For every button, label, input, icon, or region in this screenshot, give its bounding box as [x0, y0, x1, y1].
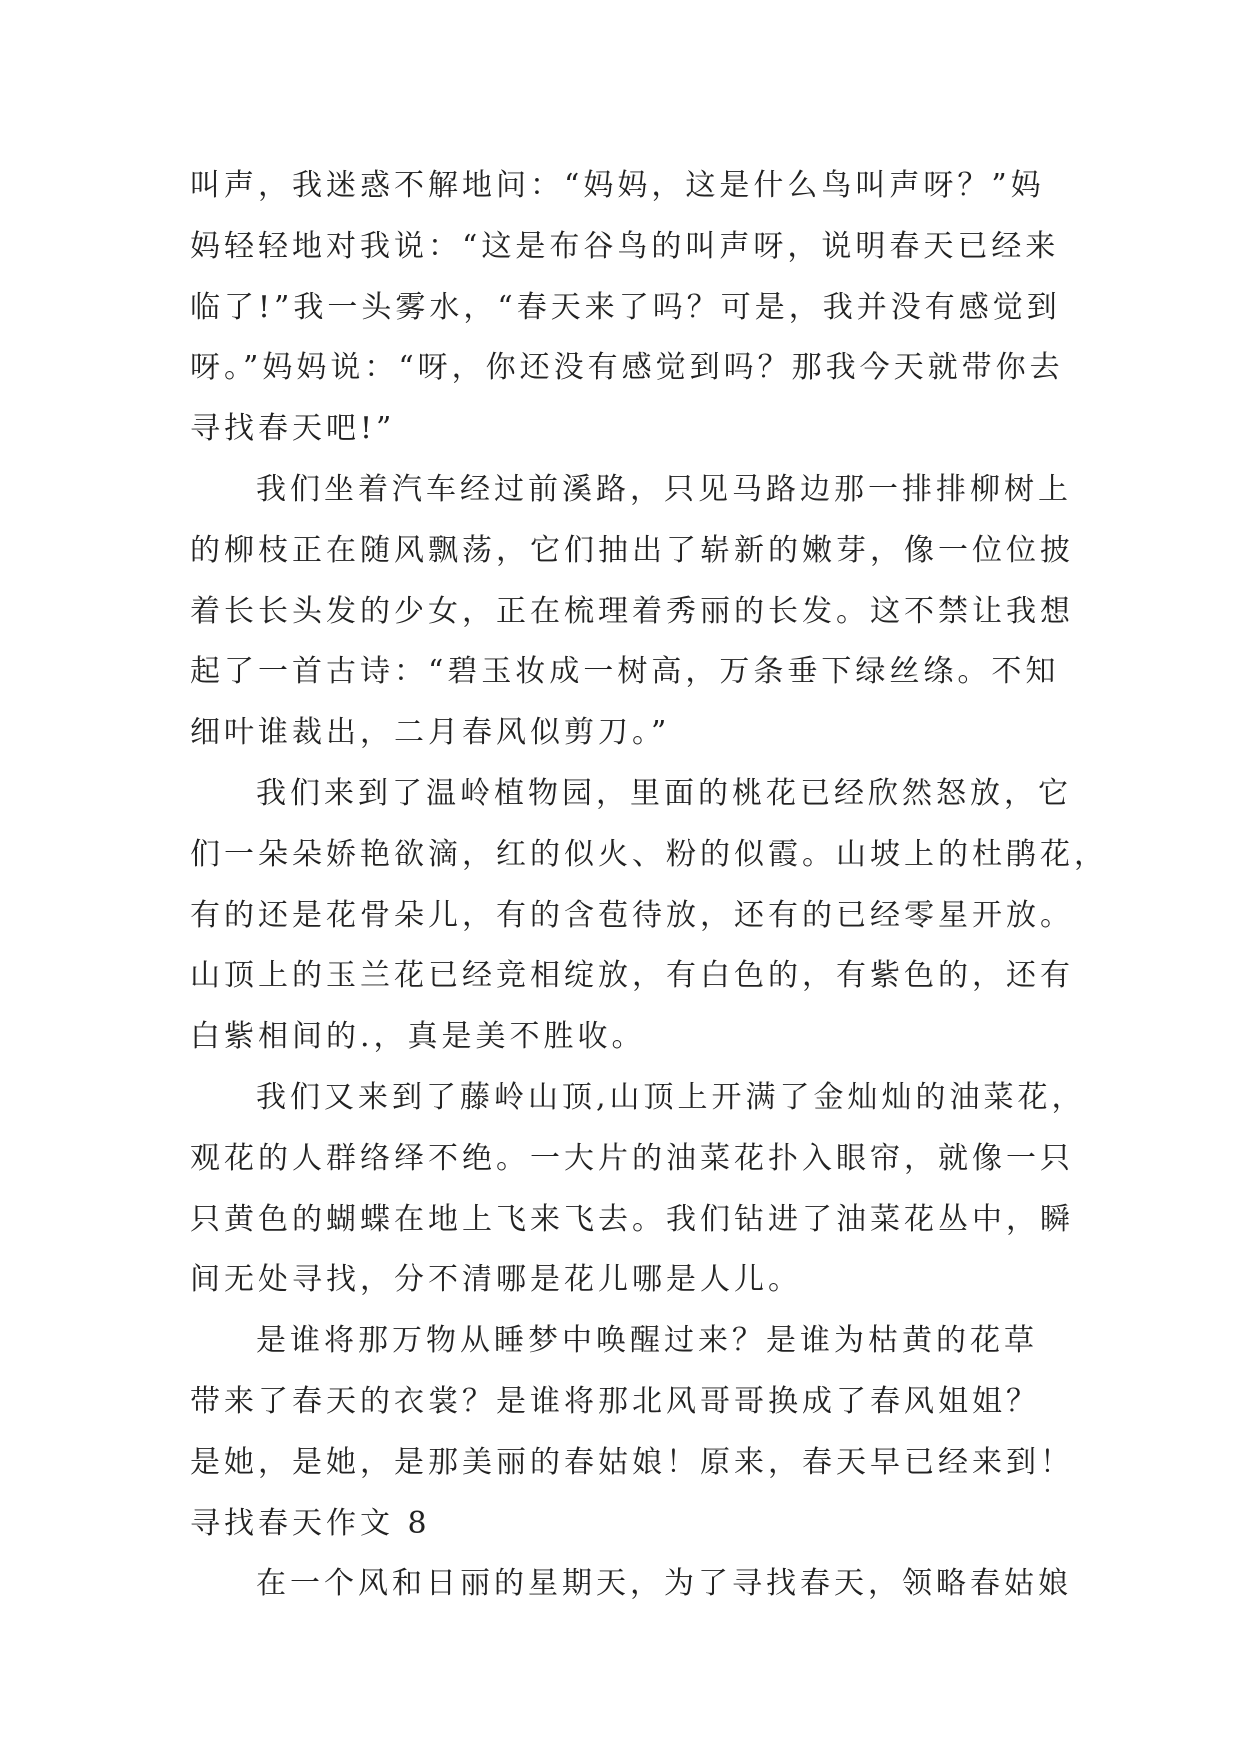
text-line: 观花的人群络绎不绝。一大片的油菜花扑入眼帘，就像一只 [190, 1140, 1074, 1176]
paragraph-first-line: 是谁将那万物从睡梦中唤醒过来？是谁为枯黄的花草 [256, 1323, 1038, 1359]
text-line: 有的还是花骨朵儿，有的含苞待放，还有的已经零星开放。 [190, 897, 1074, 933]
text-line: 们一朵朵娇艳欲滴，红的似火、粉的似霞。山坡上的杜鹃花， [190, 836, 1108, 872]
paragraph-first-line: 在一个风和日丽的星期天，为了寻找春天，领略春姑娘 [256, 1566, 1072, 1602]
section-heading: 寻找春天作文 8 [190, 1505, 431, 1541]
text-line: 只黄色的蝴蝶在地上飞来飞去。我们钻进了油菜花丛中，瞬 [190, 1201, 1074, 1237]
text-line: 细叶谁裁出，二月春风似剪刀。” [190, 715, 671, 751]
text-line: 的柳枝正在随风飘荡，它们抽出了崭新的嫩芽，像一位位披 [190, 532, 1074, 568]
paragraph-first-line: 我们来到了温岭植物园，里面的桃花已经欣然怒放，它 [256, 775, 1072, 811]
text-line: 山顶上的玉兰花已经竞相绽放，有白色的，有紫色的，还有 [190, 958, 1074, 994]
text-line: 带来了春天的衣裳？是谁将那北风哥哥换成了春风姐姐？ [190, 1383, 1040, 1419]
text-line: 白紫相间的.，真是美不胜收。 [190, 1019, 646, 1055]
text-line: 妈轻轻地对我说：“这是布谷鸟的叫声呀，说明春天已经来 [190, 228, 1060, 264]
text-line: 间无处寻找，分不清哪是花儿哪是人儿。 [190, 1262, 802, 1298]
body-text [190, 156, 1108, 1615]
text-line: 着长长头发的少女，正在梳理着秀丽的长发。这不禁让我想 [190, 593, 1074, 629]
paragraph-first-line: 我们又来到了藤岭山顶,山顶上开满了金灿灿的油菜花， [256, 1079, 1086, 1115]
paragraph-first-line: 我们坐着汽车经过前溪路，只见马路边那一排排柳树上 [256, 471, 1072, 507]
text-line: 起了一首古诗：“碧玉妆成一树高，万条垂下绿丝绦。不知 [190, 654, 1060, 690]
text-line: 临了!”我一头雾水，“春天来了吗？可是，我并没有感觉到 [190, 289, 1061, 325]
text-line: 是她，是她，是那美丽的春姑娘！原来，春天早已经来到！ [190, 1444, 1074, 1480]
text-line: 寻找春天吧!” [190, 411, 396, 447]
text-line: 叫声，我迷惑不解地问：“妈妈，这是什么鸟叫声呀？”妈 [190, 168, 1045, 203]
text-line: 呀。”妈妈说：“呀，你还没有感觉到吗？那我今天就带你去 [190, 350, 1064, 386]
